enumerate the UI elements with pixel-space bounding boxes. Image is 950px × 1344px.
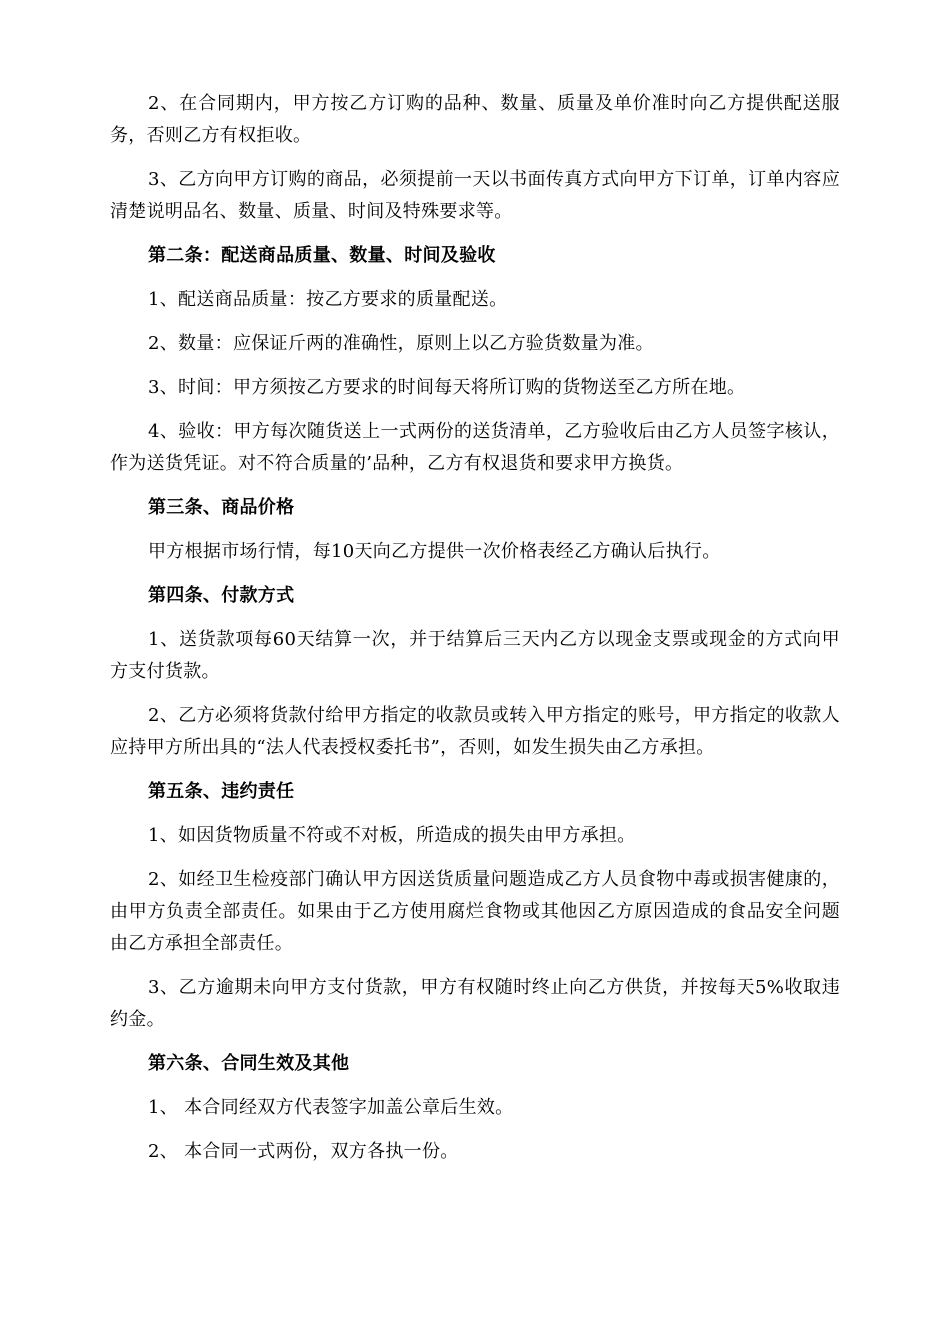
clause-5-item-3: 3、乙方逾期未向甲方支付货款，甲方有权随时终止向乙方供货，并按每天5%收取违约金。	[110, 977, 840, 1030]
clause-1-item-3: 3、乙方向甲方订购的商品，必须提前一天以书面传真方式向甲方下订单，订单内容应清楚说明品名、数量、质量、时间及特殊要求等。	[110, 169, 840, 222]
clause-2-heading: 第二条：配送商品质量、数量、时间及验收	[148, 245, 496, 266]
clause-5-item-1: 1、如因货物质量不符或不对板，所造成的损失由甲方承担。	[148, 825, 636, 846]
clause-3-heading: 第三条、商品价格	[148, 497, 295, 518]
clause-6-item-2: 2、 本合同一式两份，双方各执一份。	[148, 1141, 459, 1162]
clause-2-item-2: 2、数量：应保证斤两的准确性，原则上以乙方验货数量为准。	[148, 333, 654, 354]
clause-4-heading: 第四条、付款方式	[148, 585, 295, 606]
clause-4-item-1: 1、送货款项每60天结算一次，并于结算后三天内乙方以现金支票或现金的方式向甲方支付货款。	[110, 629, 840, 682]
clause-6-heading: 第六条、合同生效及其他	[148, 1053, 350, 1074]
clause-4-item-2: 2、乙方必须将货款付给甲方指定的收款员或转入甲方指定的账号，甲方指定的收款人应持甲方所出具的“法人代表授权委托书”，否则，如发生损失由乙方承担。	[110, 705, 840, 758]
clause-3-body: 甲方根据市场行情，每10天向乙方提供一次价格表经乙方确认后执行。	[148, 541, 721, 562]
clause-2-item-1: 1、配送商品质量：按乙方要求的质量配送。	[148, 289, 508, 310]
clause-2-item-4: 4、验收：甲方每次随货送上一式两份的送货清单，乙方验收后由乙方人员签字核认，作为送货凭证。对不符合质量的’品种，乙方有权退货和要求甲方换货。	[110, 421, 840, 474]
clause-5-heading: 第五条、违约责任	[148, 781, 295, 802]
clause-6-item-1: 1、 本合同经双方代表签字加盖公章后生效。	[148, 1097, 514, 1118]
clause-1-item-2: 2、在合同期内，甲方按乙方订购的品种、数量、质量及单价准时向乙方提供配送服务，否则乙方有权拒收。	[110, 93, 840, 146]
document-page	[110, 88, 840, 1180]
clause-2-item-3: 3、时间：甲方须按乙方要求的时间每天将所订购的货物送至乙方所在地。	[148, 377, 746, 398]
clause-5-item-2: 2、如经卫生检疫部门确认甲方因送货质量问题造成乙方人员食物中毒或损害健康的，由甲方负责全部责任。如果由于乙方使用腐烂食物或其他因乙方原因造成的食品安全问题由乙方承担全部责任。	[110, 869, 840, 954]
